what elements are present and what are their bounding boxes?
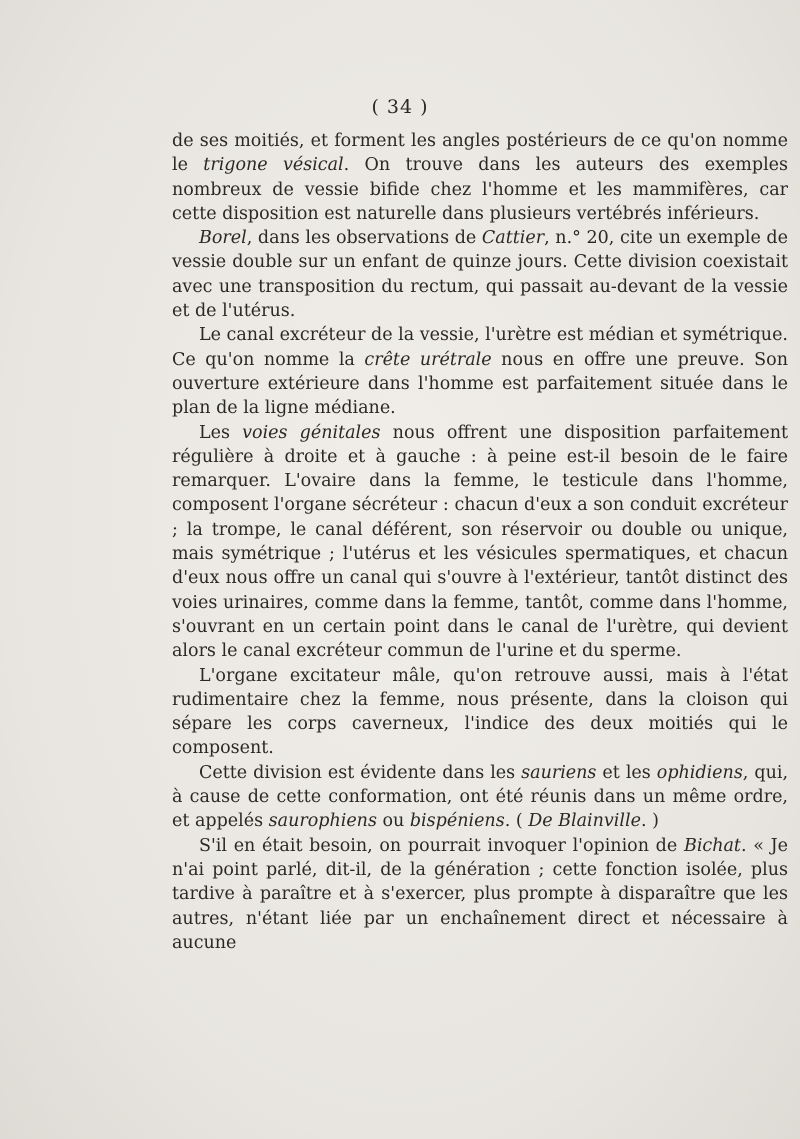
italic-term: trigone vésical xyxy=(203,155,344,176)
body-text xyxy=(172,129,788,955)
text-run: et les xyxy=(596,762,657,783)
italic-term: Borel xyxy=(199,228,247,249)
text-run: de ses moitiés, et forment les angles postérieurs de ce qu'on nomme le xyxy=(172,131,788,176)
italic-term: voies génitales xyxy=(242,422,381,443)
paragraph-p3 xyxy=(172,323,788,420)
text-run: S'il en était besoin, on pourrait invoquer l'opinion de xyxy=(199,835,684,856)
paragraph-p5 xyxy=(172,664,788,761)
text-run: , dans les observations de xyxy=(246,228,482,249)
text-run: Les xyxy=(199,422,243,443)
italic-term: saurophiens xyxy=(268,811,377,832)
text-run: ou xyxy=(376,811,410,832)
paragraph-p2 xyxy=(172,226,788,323)
italic-term: Cattier xyxy=(481,228,545,249)
text-run: , n.° 20, cite un exemple de vessie double sur un enfant de quinze jours. Cette division coexistait avec une transposition du rectum, qui passait au-devant de la vessie et de l'utérus. xyxy=(172,228,788,322)
text-run: . ( xyxy=(504,811,529,832)
text-run: . ) xyxy=(640,811,659,832)
text-run: . On trouve dans les auteurs des exemples nombreux de vessie bifide chez l'homme et les mammifères, car cette disposition est naturelle dans plusieurs vertébrés inférieurs. xyxy=(172,155,789,224)
text-run: , qui, à cause de cette conformation, ont été réunis dans un même ordre, et appelés xyxy=(172,762,789,832)
text-run: Le canal excréteur de la vessie, l'urètre est médian et symétrique. Ce qu'on nomme la xyxy=(172,325,788,370)
paragraph-p4 xyxy=(172,421,788,664)
paragraph-p1 xyxy=(172,129,788,226)
text-run: . « Je n'ai point parlé, dit-il, de la génération ; cette fonction isolée, plus tardive à paraître et à s'exercer, plus prompte à disparaître que les autres, n'étant liée par un enchaînement direct et nécessaire à aucune xyxy=(172,835,788,953)
page-number: ( 34 ) xyxy=(371,96,429,118)
text-run: nous en offre une preuve. Son ouverture extérieure dans l'homme est parfaitement située dans le plan de la ligne médiane. xyxy=(172,349,788,419)
paragraph-p7 xyxy=(172,834,788,955)
text-run: Cette division est évidente dans les xyxy=(199,762,522,783)
text-run: nous offrent une disposition parfaitement régulière à droite et à gauche : à peine est-il besoin de le faire remarquer. L'ovaire dans la femme, le testicule dans l'homme, composent l'organe sécréteur : chacun d'eux a son conduit excréteur ; la trompe, le canal déférent, son réservoir ou double ou unique, mais symétrique ; l'utérus et les vésicules spermatiques, et chacun d'eux nous offre un canal qui s'ouvre à l'extérieur, tantôt distinct des voies urinaires, comme dans la femme, tantôt, comme dans l'homme, s'ouvrant en un certain point dans le canal de l'urètre, qui devient alors le canal excréteur commun de l'urine et du sperme. xyxy=(172,422,788,662)
italic-term: bispéniens xyxy=(409,811,505,832)
paragraph-p6 xyxy=(172,761,788,834)
italic-term: De Blainville xyxy=(528,811,641,832)
italic-term: ophidiens xyxy=(656,762,743,783)
italic-term: sauriens xyxy=(521,762,597,783)
italic-term: crête urétrale xyxy=(364,349,492,370)
text-run: L'organe excitateur mâle, qu'on retrouve aussi, mais à l'état rudimentaire chez la femme, nous présente, dans la cloison qui sépare les corps caverneux, l'indice des deux moitiés qui le composent. xyxy=(172,665,788,759)
italic-term: Bichat xyxy=(683,835,741,856)
